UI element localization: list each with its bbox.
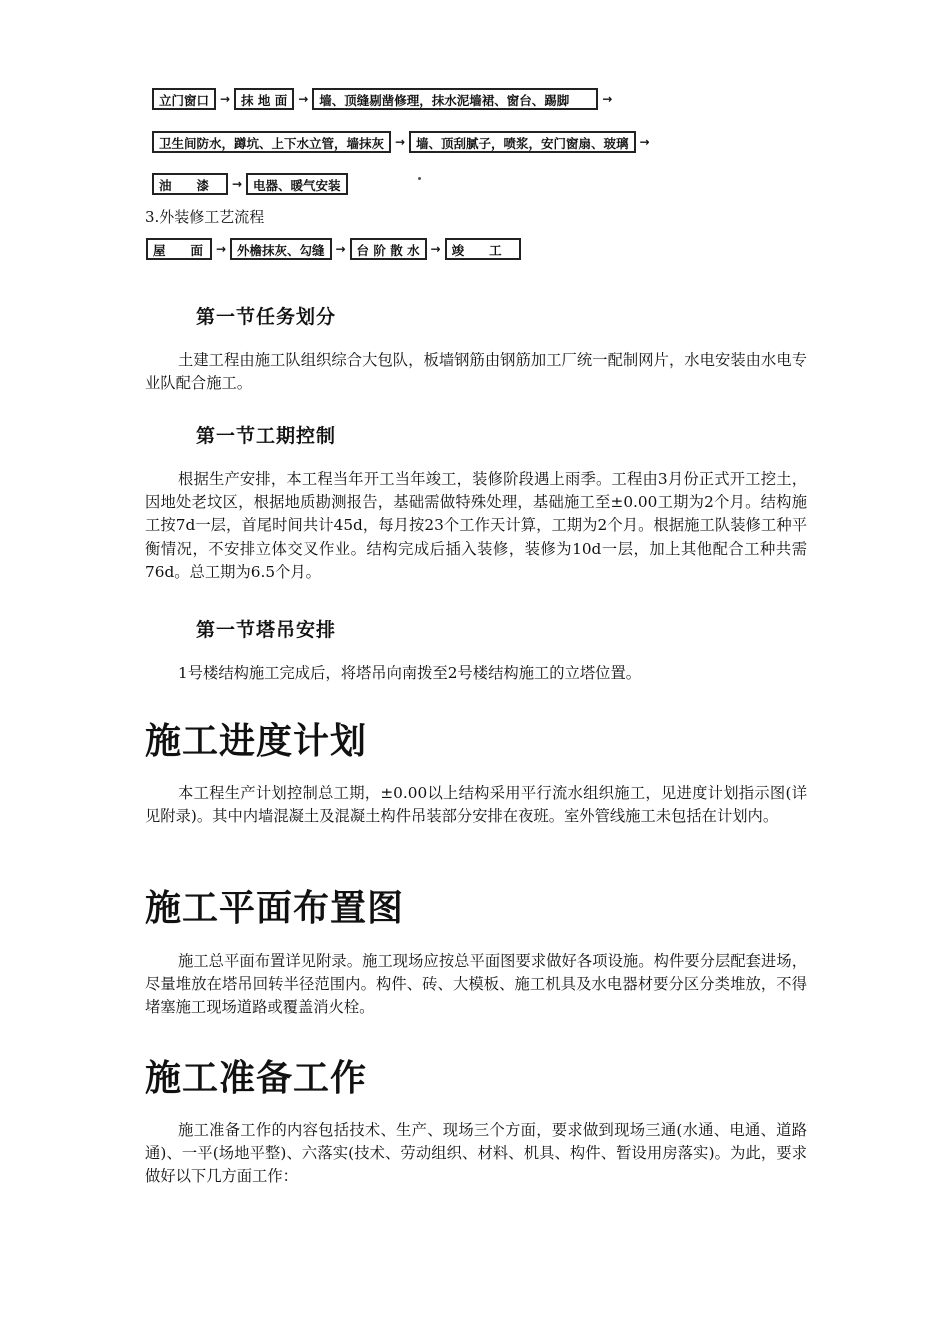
chapter-title: 施工平面布置图: [145, 888, 405, 929]
section-title: 第一节任务划分: [196, 306, 337, 328]
exterior-flow-label: 3.外装修工艺流程: [145, 208, 265, 226]
arrow-icon: →: [394, 135, 406, 149]
arrow-icon: →: [430, 242, 441, 256]
flow-box: 抹 地 面: [234, 88, 294, 110]
section-title: 第一节工期控制: [196, 425, 337, 447]
flow-box: 电器、暖气安装: [246, 173, 348, 195]
chapter-paragraph: 施工总平面布置详见附录。施工现场应按总平面图要求做好各项设施。构件要分层配套进场，尽量堆放在塔吊回转半径范围内。构件、砖、大模板、施工机具及水电器材要分区分类堆放，不得堵塞施工现场道路或覆盖消火栓。: [145, 952, 807, 1017]
flow-box: 墙、顶缝剔凿修理，抹水泥墙裙、窗台、踢脚: [312, 88, 598, 110]
arrow-icon: →: [219, 92, 231, 106]
flow-box: 屋 面: [146, 238, 212, 260]
chapter-title: 施工进度计划: [145, 721, 368, 762]
chapter-paragraph: 施工准备工作的内容包括技术、生产、现场三个方面，要求做到现场三通(水通、电通、道路通)、一平(场地平整)、六落实(技术、劳动组织、材料、机具、构件、暂设用房落实)。为此，要求做好以下几方面工作：: [145, 1121, 807, 1186]
flow-row-interior-1: [152, 88, 616, 110]
section-paragraph: 根据生产安排，本工程当年开工当年竣工，装修阶段遇上雨季。工程由3月份正式开工挖土，因地处老坟区，根据地质勘测报告，基础需做特殊处理，基础施工至±0.00工期为2个月。结构施工按7d一层，首尾时间共计45d，每月按23个工作天计算，工期为2个月。根据施工队装修工种平衡情况，不安排立体交叉作业。结构完成后插入装修，装修为10d一层，加上其他配合工种共需76d。总工期为6.5个月。: [145, 470, 807, 581]
flow-row-interior-3: [152, 173, 348, 195]
arrow-icon: →: [602, 92, 613, 106]
flow-box: 卫生间防水，蹲坑、上下水立管，墙抹灰: [152, 131, 391, 153]
chapter-title: 施工准备工作: [145, 1058, 368, 1099]
arrow-icon: →: [215, 242, 227, 256]
arrow-icon: →: [298, 92, 309, 106]
flow-box: 台 阶 散 水: [350, 238, 427, 260]
arrow-icon: →: [231, 177, 243, 191]
arrow-icon: →: [639, 135, 650, 149]
chapter-paragraph: 本工程生产计划控制总工期，±0.00以上结构采用平行流水组织施工，见进度计划指示图(详见附录)。其中内墙混凝土及混凝土构件吊装部分安排在夜班。室外管线施工未包括在计划内。: [145, 784, 807, 826]
section-paragraph: 1号楼结构施工完成后，将塔吊向南拨至2号楼结构施工的立塔位置。: [178, 664, 642, 682]
section-paragraph: 土建工程由施工队组织综合大包队，板墙钢筋由钢筋加工厂统一配制网片，水电安装由水电专业队配合施工。: [145, 351, 807, 393]
flow-box: 立门窗口: [152, 88, 216, 110]
flow-box: 外檐抹灰、勾缝: [230, 238, 332, 260]
arrow-icon: →: [335, 242, 346, 256]
flow-box: 墙、顶刮腻子，喷浆，安门窗扇、玻璃: [409, 131, 636, 153]
flow-box: 油 漆: [152, 173, 228, 195]
flow-row-interior-2: [152, 131, 654, 153]
section-title: 第一节塔吊安排: [196, 619, 337, 641]
speck: [418, 177, 421, 180]
flow-row-exterior: [146, 238, 521, 260]
flow-box: 竣 工: [445, 238, 521, 260]
